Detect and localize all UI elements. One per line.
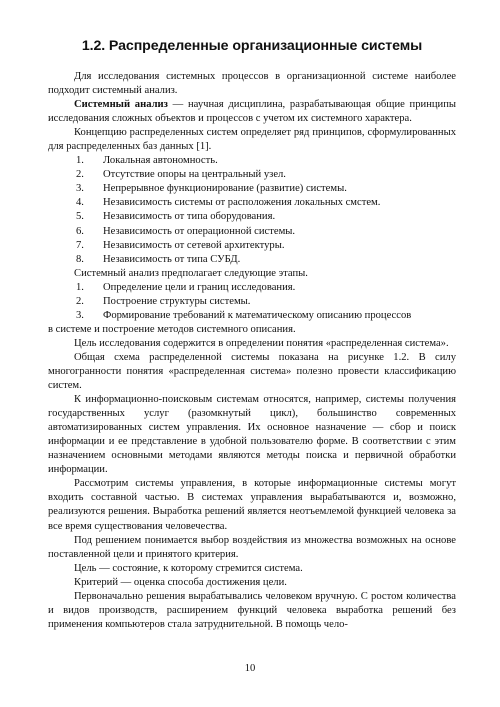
goal-paragraph: Цель исследования содержится в определении понятия «распределенная система». — [74, 337, 449, 349]
list-number: 4. — [76, 197, 84, 209]
body-text — [48, 70, 456, 632]
stages-intro: Системный анализ предполагает следующие этапы. — [74, 267, 308, 279]
list-number: 1. — [76, 155, 84, 167]
section-heading: 1.2. Распределенные организационные системы — [81, 38, 423, 54]
list-item — [48, 239, 456, 253]
list-text: Определение цели и границ исследования. — [103, 281, 296, 293]
list-item — [48, 309, 456, 337]
list-text: Независимость от операционной системы. — [103, 225, 296, 237]
list-text: Отсутствие опоры на центральный узел. — [103, 169, 286, 181]
criterion-paragraph: Критерий — оценка способа достижения цели. — [74, 576, 287, 588]
target-paragraph: Цель — состояние, к которому стремится система. — [74, 562, 303, 574]
list-item — [48, 196, 456, 210]
concept-paragraph: Концепцию распределенных систем определяет ряд принципов, сформулированных для распределенных баз данных [1]. — [48, 127, 456, 153]
control-paragraph: Рассмотрим системы управления, в которые информационные системы могут входить составной частью. В системах управления вырабатываются и, возможно, реализуются решения. Выработка решений является неотъемлемой функцией человека за все время существования человечества. — [48, 478, 456, 532]
list-text: Формирование требований к математическому описанию процессов — [103, 309, 412, 321]
list-item — [48, 182, 456, 196]
list-text: Независимость от сетевой архитектуры. — [103, 239, 285, 251]
list-number: 2. — [76, 169, 84, 181]
list-item — [48, 225, 456, 239]
list-item — [48, 210, 456, 224]
list-item — [48, 281, 456, 295]
decision-paragraph: Под решением понимается выбор воздействия из множества возможных на основе поставленной цели и принятого критерия. — [48, 534, 456, 560]
list-number: 5. — [76, 211, 84, 223]
list-text: Локальная автономность. — [103, 155, 218, 167]
list-number: 7. — [76, 239, 84, 251]
infosearch-paragraph: К информационно-поисковым системам относятся, например, системы получения государственных услуг (разомкнутый цикл), большинство современных автоматизированных систем управления. Их основное назначение — сбор и поиск информации и ее представление в удобной пользователю форме. В соответствии с этим назначением основными методами являются методы поиска и первичной обработки информации. — [48, 394, 456, 476]
defined-term: Системный анализ — [74, 99, 168, 111]
scheme-paragraph: Общая схема распределенной системы показана на рисунке 1.2. В силу многогранности понятия «распределенная система» полезно провести классификацию систем. — [48, 351, 456, 392]
list-number: 3. — [76, 183, 84, 195]
list-item — [48, 253, 456, 267]
list-item — [48, 154, 456, 168]
principles-list — [48, 154, 456, 266]
list-number: 3. — [76, 309, 84, 321]
list-text: Независимость от типа СУБД. — [103, 253, 241, 265]
list-text: Независимость системы от расположения локальных смстем. — [103, 197, 381, 209]
definition-paragraph — [48, 98, 456, 126]
list-number: 6. — [76, 225, 84, 237]
stages-list — [48, 281, 456, 337]
list-number: 8. — [76, 253, 84, 265]
list-text: Независимость от типа оборудования. — [103, 211, 276, 223]
list-number: 1. — [76, 281, 84, 293]
list-number: 2. — [76, 295, 84, 307]
list-item — [48, 295, 456, 309]
list-item — [48, 168, 456, 182]
list-text: Непрерывное функционирование (развитие) системы. — [103, 183, 347, 195]
page-number: 10 — [244, 663, 256, 674]
history-paragraph: Первоначально решения вырабатывались человеком вручную. С ростом количества и видов производств, расширением функций человека выработка решений без применения компьютеров стала затруднительной. В помощь чело- — [48, 590, 456, 630]
intro-paragraph: Для исследования системных процессов в организационной системе наиболее подходит системный анализ. — [48, 71, 456, 97]
definition-text: — научная дисциплина, разрабатывающая общие принципы исследования сложных объектов и процессов с учетом их системного характера. — [48, 99, 456, 125]
list-text: Построение структуры системы. — [103, 295, 251, 307]
list-text-continuation: в системе и построение методов системного описания. — [48, 323, 296, 335]
